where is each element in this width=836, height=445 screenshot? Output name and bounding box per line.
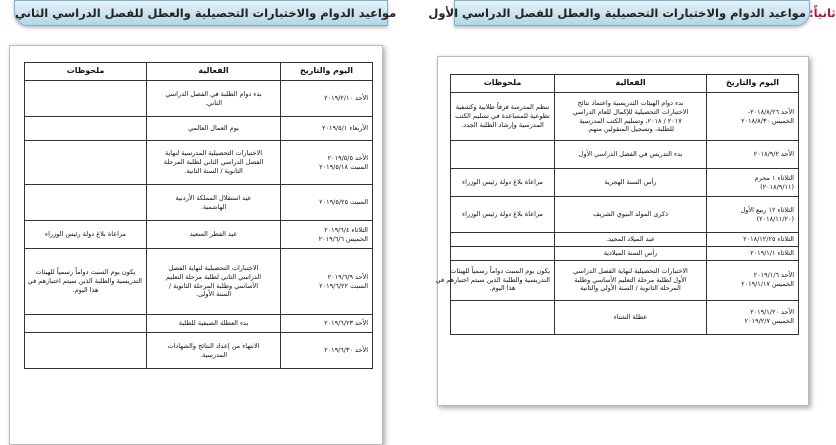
cell-text-line: تنظم المدرسة فرقاً طلابية وكشفية bbox=[455, 103, 550, 112]
cell-text-line: الدراسي الثاني لطلبة مرحلة التعليم bbox=[165, 272, 262, 281]
cell-text-line: المدرسية. bbox=[199, 350, 228, 359]
cell-text-line: الأحد ٢٠١٨/٨/٢٦- bbox=[747, 107, 794, 116]
cell-text-line: الأول لطلبة مرحلة التعليم الأساسي وطلبة bbox=[574, 275, 687, 284]
table-header-row bbox=[451, 75, 799, 93]
header-event: الفعالية bbox=[555, 75, 707, 93]
cell-text-line: تطوعية للمساعدة في تسليم الكتب bbox=[455, 112, 550, 121]
row-notes-cell bbox=[25, 221, 147, 249]
cell-text-line: الاختبارات التحصيلية للإكمال للعام الدراسي bbox=[572, 107, 689, 116]
cell-text-line: رأس السنة الهجرية bbox=[604, 178, 657, 187]
cell-text-line: التدريسية والطلبة الذين سيتم اختبارهم في bbox=[27, 277, 142, 286]
cell-text-line: الفصل الدراسي الثاني لطلبة المرحلة bbox=[163, 158, 264, 167]
cell-text-line: الثلاثاء ١٢ ربيع الأول bbox=[740, 205, 794, 214]
first-semester-rows bbox=[435, 93, 799, 335]
table-row bbox=[451, 300, 799, 334]
cell-text-line: (٢٠١٨/١١/٢٠) bbox=[756, 214, 794, 223]
second-semester-rows bbox=[25, 81, 373, 369]
row-notes-cell bbox=[25, 315, 147, 333]
row-event-cell bbox=[555, 300, 707, 334]
right-section-banner bbox=[428, 0, 836, 26]
table-row bbox=[451, 169, 799, 197]
cell-text-line: الاختبارات التحصيلية لنهاية الفصل الدراسي bbox=[573, 266, 688, 275]
cell-text-line: مراعاة بلاغ دولة رئيس الوزراء bbox=[462, 178, 543, 187]
row-date-cell bbox=[707, 93, 799, 141]
table-row bbox=[25, 249, 373, 315]
row-notes-cell bbox=[451, 246, 555, 260]
cell-text-line: عيد الفطر السعيد bbox=[189, 230, 238, 239]
cell-text-line: المدرسية وإرشاد الطلبة الجدد. bbox=[461, 120, 544, 129]
row-event-cell bbox=[147, 333, 281, 369]
cell-text-line: عطلة الشتاء bbox=[613, 312, 648, 321]
cell-text-line: السنة الأولى. bbox=[195, 290, 232, 299]
cell-text-line: الأحد ٢٠١٩/٦/٢٣ bbox=[324, 319, 368, 328]
first-semester-table bbox=[435, 74, 799, 335]
cell-text-line: التدريسية والطلبة الذين سيتم اختبارهم في bbox=[435, 275, 550, 284]
cell-text-line: الأحد ٢٠١٩/٢/١٠ bbox=[324, 94, 368, 103]
cell-text-line: بدء دوام الهيئات التدريسية واعتماد نتائج bbox=[577, 98, 684, 107]
row-notes-cell bbox=[451, 300, 555, 334]
cell-text-line: بدء التدريس في الفصل الدراسي الأول bbox=[578, 150, 683, 159]
cell-text-line: الاختبارات التحصيلية لنهاية الفصل bbox=[168, 263, 259, 272]
row-date-cell bbox=[707, 260, 799, 300]
row-event-cell bbox=[147, 249, 281, 315]
cell-text-line: الثلاثاء ٢٠١٩/٦/٤ bbox=[324, 225, 368, 234]
table-row bbox=[25, 117, 373, 141]
cell-text-line: المرحلة الثانوية / السنة الأولى والثانية bbox=[580, 284, 681, 293]
row-date-cell bbox=[707, 141, 799, 169]
cell-text-line: هذا اليوم. bbox=[489, 284, 516, 293]
cell-text-line: الثانوية / السنة الثانية. bbox=[184, 166, 243, 175]
table-row bbox=[451, 246, 799, 260]
row-event-cell bbox=[555, 169, 707, 197]
row-notes-cell bbox=[451, 93, 555, 141]
second-semester-sheet bbox=[9, 45, 383, 445]
table-row bbox=[25, 81, 373, 117]
table-row bbox=[451, 93, 799, 141]
row-notes-cell bbox=[25, 333, 147, 369]
cell-text-line: الأساسي وطلبة المرحلة الثانوية / bbox=[168, 281, 259, 290]
cell-text-line: الخميس ٢٠١٩/٦/٦ bbox=[318, 234, 368, 243]
row-date-cell bbox=[707, 169, 799, 197]
cell-text-line: ٢٠١٧ / ٢٠١٨، وتسليم الكتب المدرسية bbox=[579, 116, 682, 125]
row-notes-cell bbox=[451, 141, 555, 169]
banner-title: مواعيد الدوام والاختبارات التحصيلية والعطل للفصل الدراسي الثاني bbox=[15, 6, 397, 20]
row-date-cell bbox=[707, 300, 799, 334]
row-date-cell bbox=[707, 246, 799, 260]
row-notes-cell bbox=[25, 185, 147, 221]
cell-text-line: الانتهاء من إعداد النتائج والشهادات bbox=[167, 341, 260, 350]
row-date-cell bbox=[707, 197, 799, 233]
cell-text-line: الخميس ٢٠١٨/٨/٣٠ bbox=[741, 116, 794, 125]
cell-text-line: يوم العمال العالمي bbox=[188, 124, 239, 133]
cell-text-line: الأحد ٢٠١٩/٦/٩ bbox=[327, 272, 368, 281]
table-row bbox=[451, 141, 799, 169]
cell-text-line: عيد استقلال المملكة الأردنية bbox=[175, 193, 252, 202]
row-event-cell bbox=[555, 197, 707, 233]
cell-text-line: للطلبة، وتسجيل المنقولين منهم. bbox=[586, 125, 675, 134]
table-row bbox=[451, 233, 799, 247]
cell-text-line: بدء العطلة الصيفية للطلبة bbox=[178, 319, 249, 328]
cell-text-line: الثلاثاء ٢٠١٨/١٢/٢٥ bbox=[743, 235, 794, 243]
cell-text-line: (٢٠١٨/٩/١١) bbox=[760, 182, 794, 191]
table-row bbox=[25, 315, 373, 333]
row-notes-cell bbox=[451, 233, 555, 247]
row-date-cell bbox=[281, 315, 373, 333]
row-notes-cell bbox=[435, 260, 555, 300]
row-notes-cell bbox=[25, 141, 147, 185]
cell-text-line: الهاشمية. bbox=[200, 202, 227, 211]
cell-text-line: السبت ٢٠١٩/٦/٢٢ bbox=[319, 281, 368, 290]
cell-text-line: الثلاثاء ٢٠١٩/١/١ bbox=[750, 248, 794, 257]
row-notes-cell bbox=[25, 117, 147, 141]
header-event: الفعالية bbox=[147, 63, 281, 81]
row-event-cell bbox=[147, 117, 281, 141]
cell-text-line: الأحد ٢٠١٩/١/٦ bbox=[753, 271, 794, 280]
row-notes-cell bbox=[25, 249, 147, 315]
header-date: اليوم والتاريخ bbox=[707, 75, 799, 93]
row-event-cell bbox=[555, 93, 707, 141]
row-notes-cell bbox=[451, 169, 555, 197]
cell-text-line: مراعاة بلاغ دولة رئيس الوزراء bbox=[45, 230, 126, 239]
row-date-cell bbox=[281, 221, 373, 249]
row-event-cell bbox=[147, 315, 281, 333]
banner-prefix: ثانياً: bbox=[809, 6, 836, 20]
cell-text-line: الأحد ٢٠١٩/٥/٥ bbox=[327, 153, 368, 162]
cell-text-line: الأحد ٢٠١٩/٦/٣٠ bbox=[324, 346, 368, 355]
first-semester-sheet bbox=[437, 56, 809, 406]
row-event-cell bbox=[555, 246, 707, 260]
cell-text-line: بدء دوام الطلبة في الفصل الدراسي bbox=[165, 89, 262, 98]
cell-text-line: هذا اليوم. bbox=[72, 285, 99, 294]
row-event-cell bbox=[147, 185, 281, 221]
row-event-cell bbox=[147, 141, 281, 185]
row-event-cell bbox=[147, 221, 281, 249]
second-semester-table bbox=[24, 62, 373, 369]
header-notes: ملحوظات bbox=[451, 75, 555, 93]
cell-text-line: الأحد ٢٠١٨/٩/٢ bbox=[753, 150, 794, 159]
table-row bbox=[25, 333, 373, 369]
cell-text-line: رأس السنة الميلادية bbox=[603, 248, 658, 257]
row-event-cell bbox=[555, 233, 707, 247]
row-event-cell bbox=[147, 81, 281, 117]
table-row bbox=[25, 141, 373, 185]
row-notes-cell bbox=[451, 197, 555, 233]
row-date-cell bbox=[281, 81, 373, 117]
cell-text-line: الأربعاء ٢٠١٩/٥/١ bbox=[321, 124, 368, 133]
cell-text-line: يكون يوم السبت دواماً رسمياً للهيئات bbox=[35, 268, 136, 277]
cell-text-line: الخميس ٢٠١٩/١/١٧ bbox=[741, 280, 794, 289]
row-date-cell bbox=[281, 333, 373, 369]
header-date: اليوم والتاريخ bbox=[281, 63, 373, 81]
cell-text-line: السبت ٢٠١٩/٥/١٨ bbox=[319, 162, 368, 171]
row-notes-cell bbox=[25, 81, 147, 117]
table-row bbox=[451, 197, 799, 233]
row-date-cell bbox=[281, 249, 373, 315]
row-date-cell bbox=[281, 185, 373, 221]
cell-text-line: السبت ٢٠١٩/٥/٢٥ bbox=[319, 198, 368, 207]
cell-text-line: الخميس ٢٠١٩/٢/٧ bbox=[744, 317, 794, 326]
table-row bbox=[451, 260, 799, 300]
header-notes: ملحوظات bbox=[25, 63, 147, 81]
cell-text-line: عيد الميلاد المجيد. bbox=[606, 235, 655, 243]
table-header-row bbox=[25, 63, 373, 81]
cell-text-line: يكون يوم السبت دواماً رسمياً للهيئات bbox=[450, 266, 550, 275]
cell-text-line: الاختبارات التحصيلية المدرسية لنهاية bbox=[164, 149, 263, 158]
table-row bbox=[25, 221, 373, 249]
row-date-cell bbox=[707, 233, 799, 247]
cell-text-line: الأحد ٢٠١٩/١/٢٠ bbox=[750, 308, 794, 317]
cell-text-line: الثاني. bbox=[204, 98, 223, 107]
left-section-banner bbox=[14, 0, 397, 26]
banner-title: مواعيد الدوام والاختبارات التحصيلية والعطل للفصل الدراسي الأول bbox=[428, 6, 807, 20]
row-event-cell bbox=[555, 260, 707, 300]
row-date-cell bbox=[281, 117, 373, 141]
row-date-cell bbox=[281, 141, 373, 185]
table-row bbox=[25, 185, 373, 221]
cell-text-line: ذكرى المولد النبوي الشريف bbox=[592, 210, 669, 219]
cell-text-line: مراعاة بلاغ دولة رئيس الوزراء bbox=[462, 210, 543, 219]
row-event-cell bbox=[555, 141, 707, 169]
cell-text-line: الثلاثاء ١ محرم bbox=[754, 173, 794, 182]
